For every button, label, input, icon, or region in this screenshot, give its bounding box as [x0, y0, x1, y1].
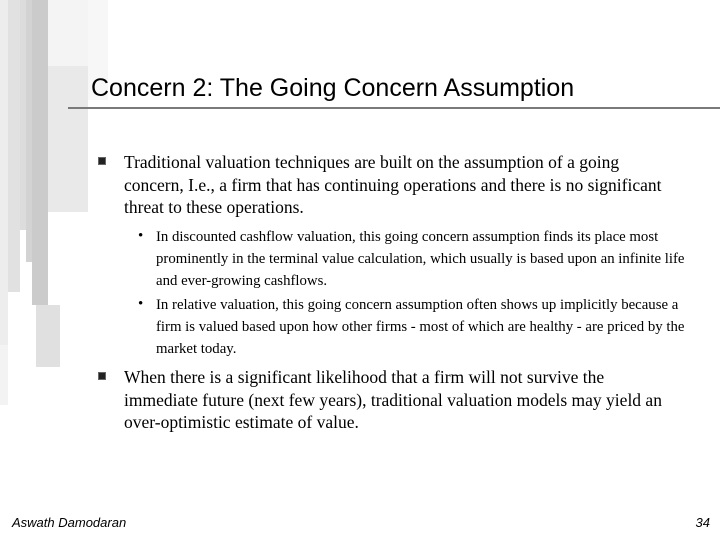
dot-bullet-icon: •: [138, 228, 144, 244]
decorative-bar: [36, 305, 60, 367]
title-divider: [68, 107, 720, 109]
page-number: 34: [695, 515, 710, 530]
decorative-bar: [48, 0, 88, 66]
decorative-bar: [0, 0, 8, 345]
sub-bullet-item: [130, 294, 700, 360]
sub-bullet-item: [130, 226, 700, 292]
bullet-item: [86, 151, 676, 219]
square-bullet-icon: [98, 157, 106, 165]
square-bullet-icon: [98, 372, 106, 380]
footer-author: Aswath Damodaran: [12, 515, 127, 530]
bullet-text: When there is a significant likelihood that a firm will not survive the immediate future (next few years), traditional valuation models may yield an over-optimistic estimate of value.: [124, 367, 662, 432]
dot-bullet-icon: •: [138, 296, 144, 312]
decorative-bar: [32, 0, 48, 305]
sub-bullet-text: In relative valuation, this going concern assumption often shows up implicitly because a firm is valued based upon how other firms - most of which are healthy - are priced by the market today.: [156, 297, 685, 357]
bullet-text: Traditional valuation techniques are built on the assumption of a going concern, I.e., a firm that has continuing operations and there is no significant threat to these operations.: [124, 152, 662, 217]
bullet-item: [86, 366, 676, 434]
decorative-bar: [0, 345, 8, 405]
slide-title: Concern 2: The Going Concern Assumption: [91, 74, 575, 102]
decorative-bar: [8, 0, 20, 292]
sub-bullet-text: In discounted cashflow valuation, this going concern assumption finds its place most prominently in the terminal value calculation, which usually is based upon an infinite life and ever-growing cashflows.: [156, 229, 685, 289]
